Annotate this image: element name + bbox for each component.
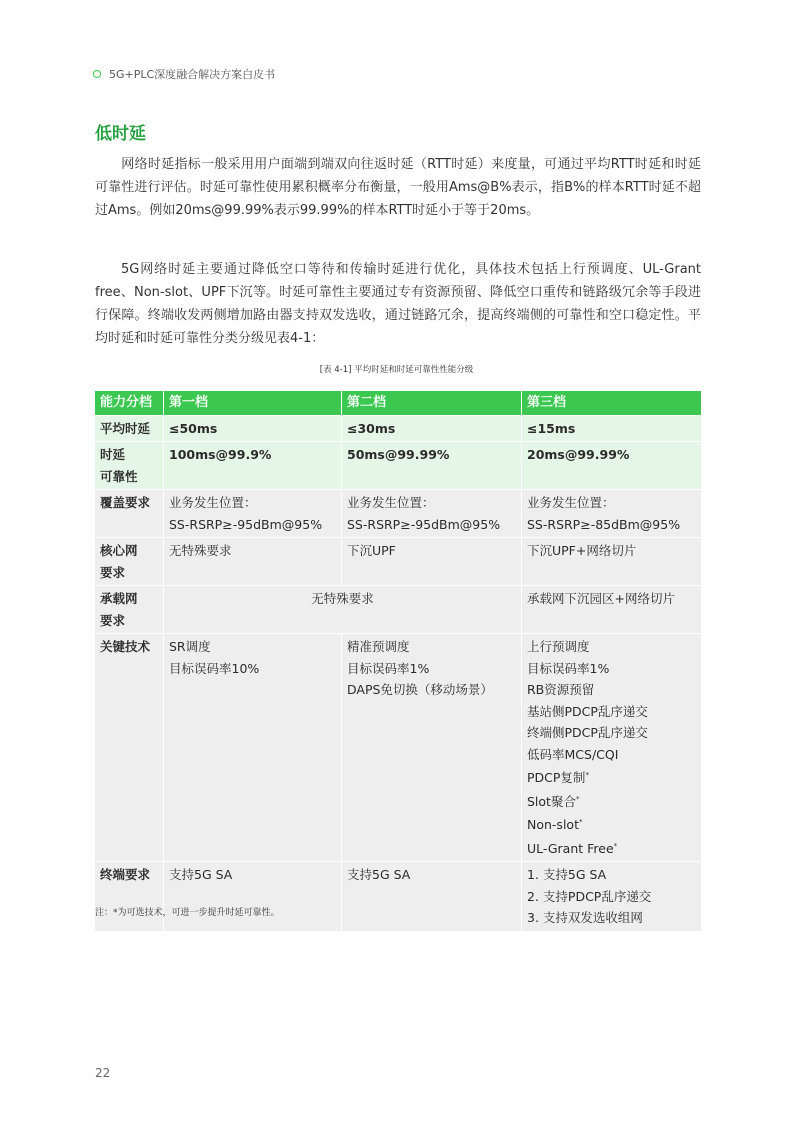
row-label-line: 可靠性 xyxy=(100,468,138,484)
table-row-bearer-network xyxy=(95,586,702,634)
table-row-avg-latency xyxy=(95,415,702,442)
section-title: 低时延 xyxy=(95,124,146,144)
row-label-line: 要求 xyxy=(100,564,126,580)
table-cell xyxy=(522,862,702,932)
table-cell xyxy=(522,490,702,538)
cell-text: Slot聚合 xyxy=(527,793,576,809)
cell-line: 业务发生位置： xyxy=(169,495,257,510)
table-cell xyxy=(164,490,342,538)
row-label: 终端要求 xyxy=(95,862,164,932)
table-cell xyxy=(342,490,522,538)
row-label: 覆盖要求 xyxy=(95,490,164,538)
cell-line: 目标误码率1% xyxy=(527,660,610,676)
table-cell: 下沉UPF+网络切片 xyxy=(522,538,702,586)
header-cell: 第三档 xyxy=(522,391,702,416)
cell-line: SS-RSRP≥-85dBm@95% xyxy=(527,516,681,532)
cell-line: SS-RSRP≥-95dBm@95% xyxy=(347,516,501,532)
table-row-terminal xyxy=(95,862,702,932)
optional-mark: * xyxy=(585,771,589,779)
cell-line: 3. 支持双发选收组网 xyxy=(527,910,643,925)
paragraph-1-text: 网络时延指标一般采用用户面端到端双向往返时延（RTT时延）来度量，可通过平均RTT时延和时延可靠性进行评估。时延可靠性使用累积概率分布衡量，一般用Ams@B%表示，指B%的样本RTT时延不超过Ams。例如20ms@99.99%表示99.99%的样本RTT时延小于等于20ms。 xyxy=(95,157,701,218)
optional-mark: * xyxy=(613,841,618,850)
cell-text: Non-slot xyxy=(527,817,579,832)
cell-line: 终端侧PDCP乱序递交 xyxy=(527,725,648,740)
cell-line: 上行预调度 xyxy=(527,639,590,654)
cell-line: 2. 支持PDCP乱序递交 xyxy=(527,888,652,904)
cell-line: 基站侧PDCP乱序递交 xyxy=(527,703,648,719)
table-caption: [表 4-1] 平均时延和时延可靠性性能分级 xyxy=(319,365,474,375)
latency-grade-table xyxy=(94,390,702,932)
row-label-line: 核心网 xyxy=(100,543,138,558)
row-label: 平均时延 xyxy=(95,415,164,442)
table-row-coverage xyxy=(95,490,702,538)
cell-line: SR调度 xyxy=(169,639,211,654)
row-label-line: 承载网 xyxy=(100,591,138,606)
running-header xyxy=(93,66,275,82)
cell-line: DAPS免切换（移动场景） xyxy=(347,682,493,697)
row-label xyxy=(95,442,164,490)
cell-line: 低码率MCS/CQI xyxy=(527,746,619,762)
table-cell: 支持5G SA xyxy=(342,862,522,932)
table-header-row xyxy=(95,391,702,416)
header-cell: 第一档 xyxy=(164,391,342,416)
cell-text: UL-Grant Free xyxy=(527,840,614,856)
bullet-circle-icon xyxy=(93,70,101,78)
header-title: 5G+PLC深度融合解决方案白皮书 xyxy=(109,68,276,81)
row-label xyxy=(95,538,164,586)
table-cell xyxy=(164,634,342,862)
cell-line: 精准预调度 xyxy=(347,639,410,654)
table-cell: ≤15ms xyxy=(522,415,702,442)
cell-line: 业务发生位置： xyxy=(527,495,615,510)
row-label: 关键技术 xyxy=(95,634,164,862)
table-cell-merged: 无特殊要求 xyxy=(164,586,522,634)
table-row-reliability xyxy=(95,442,702,490)
header-cell: 能力分档 xyxy=(95,391,164,416)
table-cell: 20ms@99.99% xyxy=(522,442,702,490)
cell-line xyxy=(527,812,696,836)
page-number: 22 xyxy=(95,1066,111,1080)
table-cell xyxy=(522,634,702,862)
optional-mark: * xyxy=(578,818,583,826)
cell-line: 业务发生位置： xyxy=(347,495,435,510)
table-row-core-network xyxy=(95,538,702,586)
table-cell: 下沉UPF xyxy=(342,538,522,586)
cell-line: 目标误码率10% xyxy=(169,660,260,676)
table-cell: 100ms@99.9% xyxy=(164,442,342,490)
paragraph-2 xyxy=(95,258,701,350)
cell-line xyxy=(527,765,696,789)
row-label-line: 时延 xyxy=(100,447,126,462)
cell-line xyxy=(527,789,696,813)
cell-text: PDCP复制 xyxy=(527,770,586,785)
cell-line: SS-RSRP≥-95dBm@95% xyxy=(169,516,323,532)
table-cell: ≤50ms xyxy=(164,415,342,442)
table-cell: 支持5G SA xyxy=(164,862,342,932)
header-cell: 第二档 xyxy=(342,391,522,416)
optional-mark: * xyxy=(575,794,580,803)
table-cell: 50ms@99.99% xyxy=(342,442,522,490)
table-cell xyxy=(342,634,522,862)
table-footnote: 注：*为可选技术，可进一步提升时延可靠性。 xyxy=(95,908,280,918)
cell-line: 目标误码率1% xyxy=(347,660,430,676)
table-cell: 承载网下沉园区+网络切片 xyxy=(522,586,702,634)
row-label xyxy=(95,586,164,634)
table-cell: 无特殊要求 xyxy=(164,538,342,586)
table-row-key-tech xyxy=(95,634,702,862)
cell-line: RB资源预留 xyxy=(527,682,595,697)
cell-line: 1. 支持5G SA xyxy=(527,867,607,882)
table-cell: ≤30ms xyxy=(342,415,522,442)
paragraph-1 xyxy=(95,153,701,222)
cell-line xyxy=(527,836,696,860)
paragraph-2-text: 5G网络时延主要通过降低空口等待和传输时延进行优化，具体技术包括上行预调度、UL-Grant free、Non-slot、UPF下沉等。时延可靠性主要通过专有资源预留、降低空口重传和链路级冗余等手段进行保障。终端收发两侧增加路由器支持双发选收，通过链路冗余，提高终端侧的可靠性和空口稳定性。平均时延和时延可靠性分类分级见表4-1： xyxy=(95,262,701,346)
row-label-line: 要求 xyxy=(100,612,126,628)
